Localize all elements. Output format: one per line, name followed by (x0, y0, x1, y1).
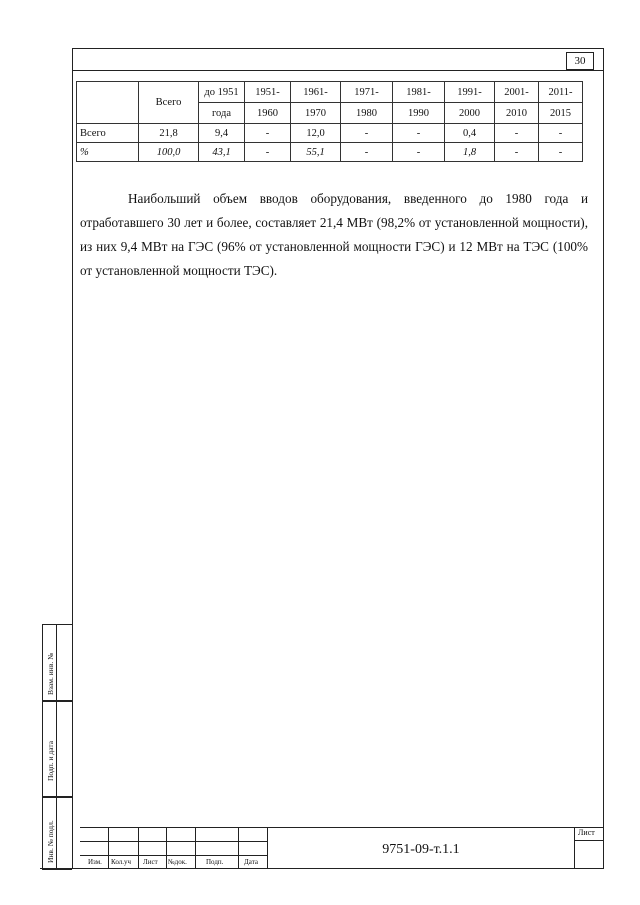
header-period: 1951- (245, 82, 291, 103)
tb-sheet-row (574, 840, 604, 841)
tb-v3 (166, 827, 167, 868)
table-cell: - (393, 124, 445, 143)
side-stamp-divider (56, 624, 57, 868)
header-period: 2015 (539, 103, 583, 124)
table-cell: - (539, 143, 583, 162)
frame-bottom (40, 868, 604, 869)
frame-top (72, 48, 604, 49)
header-period: до 1951 (199, 82, 245, 103)
header-period: 1970 (291, 103, 341, 124)
side-stamp-inv (42, 796, 72, 870)
tb-v2 (138, 827, 139, 868)
tb-label-ndok: №док. (168, 858, 187, 866)
row-label: Всего (77, 124, 139, 143)
data-table (76, 81, 583, 162)
tb-label-list: Лист (143, 858, 158, 866)
tb-label-data: Дата (244, 858, 258, 866)
table-cell: 1,8 (445, 143, 495, 162)
header-period: 1980 (341, 103, 393, 124)
side-stamp-inv-label: Инв. № подл. (46, 820, 55, 863)
page-number: 30 (566, 52, 594, 70)
header-period: 2010 (495, 103, 539, 124)
tb-label-izm: Изм. (88, 858, 102, 866)
frame-right (603, 48, 604, 868)
table-cell: 0,4 (445, 124, 495, 143)
tb-label-podp: Подп. (206, 858, 224, 866)
table-cell: - (393, 143, 445, 162)
header-period: 1981- (393, 82, 445, 103)
side-stamp-podp-label: Подп. и дата (46, 740, 55, 781)
table-cell: - (341, 143, 393, 162)
table-cell: 21,8 (139, 124, 199, 143)
tb-v5 (238, 827, 239, 868)
tb-v4 (195, 827, 196, 868)
row-label: % (77, 143, 139, 162)
header-period: 2001- (495, 82, 539, 103)
table-cell: 100,0 (139, 143, 199, 162)
header-period: 2011- (539, 82, 583, 103)
table-cell: 12,0 (291, 124, 341, 143)
table-cell: - (341, 124, 393, 143)
side-stamp-vzam-label: Взам. инв. № (46, 652, 55, 695)
header-period: 1961- (291, 82, 341, 103)
table-cell: 55,1 (291, 143, 341, 162)
table-cell: - (245, 124, 291, 143)
table-cell: - (539, 124, 583, 143)
table-cell: 43,1 (199, 143, 245, 162)
document-code: 9751-09-т.1.1 (382, 842, 460, 857)
table-row-total (77, 124, 583, 143)
header-period: 2000 (445, 103, 495, 124)
header-period: 1971- (341, 82, 393, 103)
table-cell: - (245, 143, 291, 162)
table-row-percent (77, 143, 583, 162)
tb-v7 (574, 827, 575, 868)
header-period: 1990 (393, 103, 445, 124)
table-top-rule (72, 70, 604, 71)
frame-left (72, 48, 73, 868)
side-stamp-podp (42, 700, 72, 798)
header-period: года (199, 103, 245, 124)
table-cell: - (495, 124, 539, 143)
table-header-row-1 (77, 82, 583, 103)
header-total: Всего (139, 82, 199, 124)
side-stamp-vzam (42, 624, 72, 702)
header-period: 1991- (445, 82, 495, 103)
body-paragraph: Наибольший объем вводов оборудования, введенного до 1980 года и отработавшего 30 лет и более, составляет 21,4 МВт (98,2% от установленной мощности), из них 9,4 МВт на ГЭС (96% от установленной мощности ГЭС) и 12 МВт на ТЭС (100% от установленной мощности ТЭС). (80, 191, 588, 278)
tb-label-koluch: Кол.уч (111, 858, 131, 866)
table-cell: 9,4 (199, 124, 245, 143)
table-cell: - (495, 143, 539, 162)
tb-v1 (108, 827, 109, 868)
header-period: 1960 (245, 103, 291, 124)
sheet-label: Лист (578, 828, 595, 837)
header-empty-cell (77, 82, 139, 124)
